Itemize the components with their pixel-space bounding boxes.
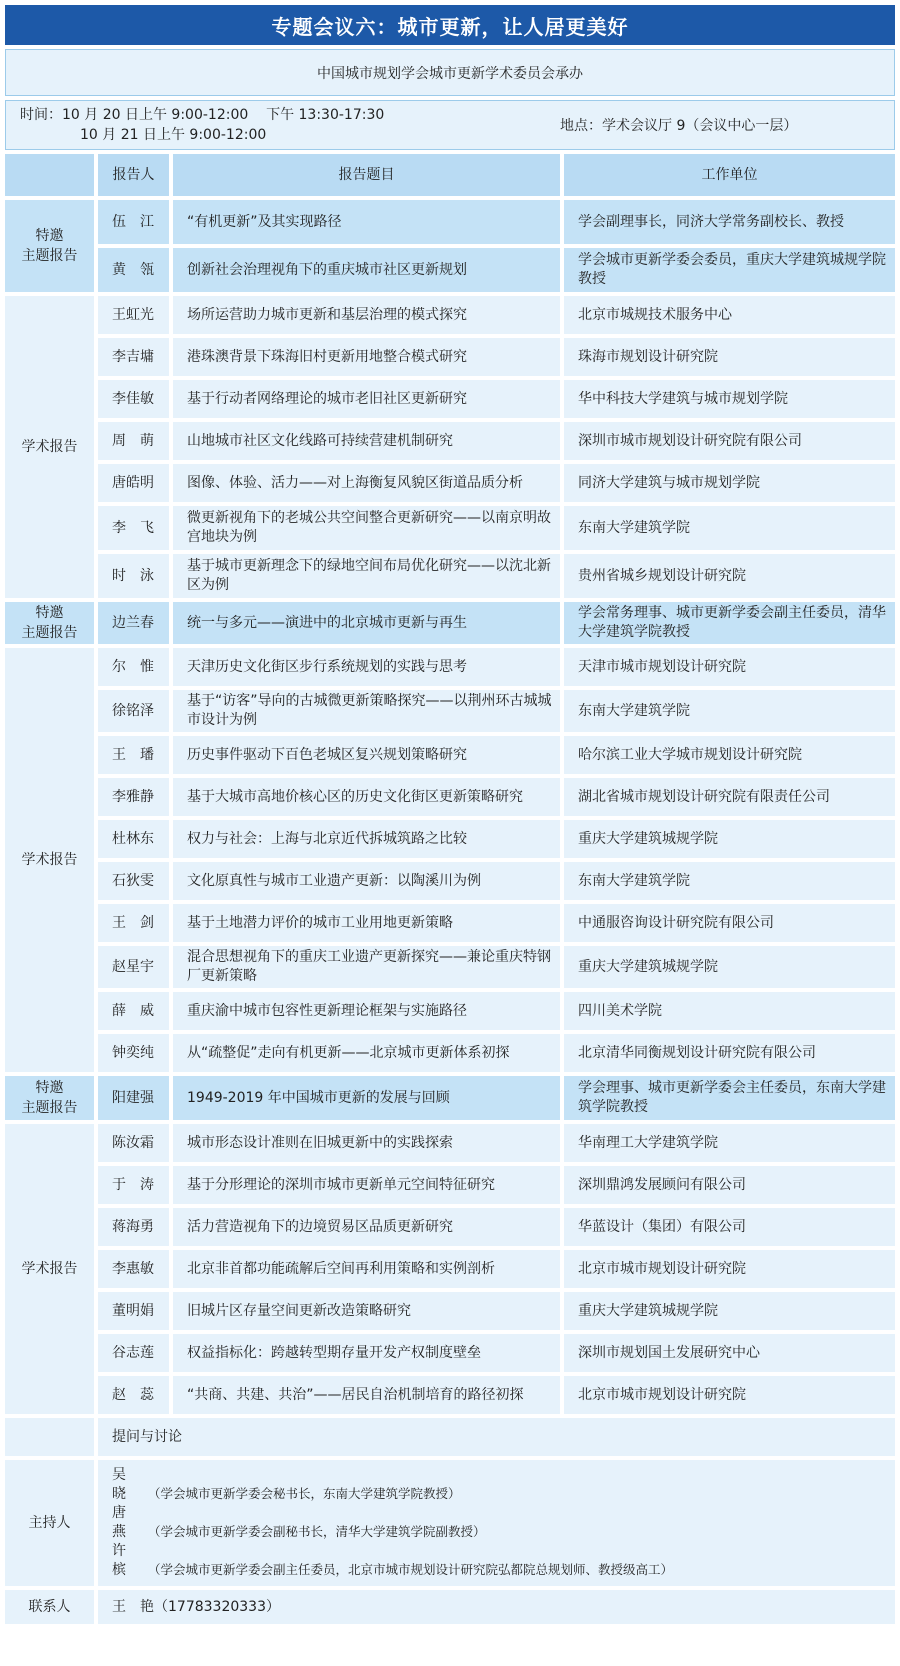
topic-cell: 北京非首都功能疏解后空间再利用策略和实例剖析 xyxy=(171,1248,562,1290)
host-line xyxy=(112,1504,895,1542)
topic-cell: 城市形态设计准则在旧城更新中的实践探索 xyxy=(171,1122,562,1164)
table-row xyxy=(5,688,895,734)
topic-cell: 重庆渝中城市包容性更新理论框架与实施路径 xyxy=(171,990,562,1032)
table-row xyxy=(5,1248,895,1290)
unit-cell: 东南大学建筑学院 xyxy=(562,504,895,552)
category-cell: 学术报告 xyxy=(5,294,96,600)
hosts-row xyxy=(5,1458,895,1588)
topic-cell: 微更新视角下的老城公共空间整合更新研究——以南京明故宫地块为例 xyxy=(171,504,562,552)
unit-cell: 同济大学建筑与城市规划学院 xyxy=(562,462,895,504)
category-cell: 学术报告 xyxy=(5,1122,96,1416)
unit-cell: 北京市城市规划设计研究院 xyxy=(562,1248,895,1290)
topic-cell: 天津历史文化街区步行系统规划的实践与思考 xyxy=(171,646,562,688)
time-place-box xyxy=(5,100,895,150)
table-header-row xyxy=(5,154,895,198)
topic-cell: 港珠澳背景下珠海旧村更新用地整合模式研究 xyxy=(171,336,562,378)
host-name: 许 槟 xyxy=(112,1543,140,1578)
hosts-cell xyxy=(96,1458,895,1588)
speaker-cell: 边兰春 xyxy=(96,600,171,646)
table-row xyxy=(5,990,895,1032)
page-title: 专题会议六：城市更新，让人居更美好 xyxy=(5,5,895,45)
unit-cell: 重庆大学建筑城规学院 xyxy=(562,1290,895,1332)
speaker-cell: 徐铭泽 xyxy=(96,688,171,734)
discussion-row xyxy=(5,1416,895,1458)
speaker-cell: 王 剑 xyxy=(96,902,171,944)
unit-cell: 北京市城市规划设计研究院 xyxy=(562,1374,895,1416)
topic-cell: 历史事件驱动下百色老城区复兴规划策略研究 xyxy=(171,734,562,776)
speaker-cell: 王虹光 xyxy=(96,294,171,336)
unit-cell: 学会理事、城市更新学委会主任委员，东南大学建筑学院教授 xyxy=(562,1074,895,1122)
table-row xyxy=(5,902,895,944)
header-speaker: 报告人 xyxy=(96,154,171,198)
speaker-cell: 唐皓明 xyxy=(96,462,171,504)
host-desc: （学会城市更新学委会秘书长，东南大学建筑学院教授） xyxy=(148,1486,461,1501)
host-name: 唐 燕 xyxy=(112,1505,140,1540)
unit-cell: 深圳市城市规划设计研究院有限公司 xyxy=(562,420,895,462)
topic-cell: 权力与社会：上海与北京近代拆城筑路之比较 xyxy=(171,818,562,860)
category-cell: 特邀 主题报告 xyxy=(5,1074,96,1122)
contact-label: 联系人 xyxy=(5,1588,96,1626)
table-row xyxy=(5,336,895,378)
table-row xyxy=(5,600,895,646)
table-row xyxy=(5,944,895,990)
speaker-cell: 李雅静 xyxy=(96,776,171,818)
topic-cell: 基于土地潜力评价的城市工业用地更新策略 xyxy=(171,902,562,944)
organizer-line: 中国城市规划学会城市更新学术委员会承办 xyxy=(5,49,895,96)
table-row xyxy=(5,378,895,420)
discussion-cell: 提问与讨论 xyxy=(96,1416,895,1458)
topic-cell: 旧城片区存量空间更新改造策略研究 xyxy=(171,1290,562,1332)
table-row xyxy=(5,504,895,552)
topic-cell: 从“疏整促”走向有机更新——北京城市更新体系初探 xyxy=(171,1032,562,1074)
speaker-cell: 李惠敏 xyxy=(96,1248,171,1290)
speaker-cell: 李佳敏 xyxy=(96,378,171,420)
category-cell: 特邀 主题报告 xyxy=(5,600,96,646)
table-row xyxy=(5,1290,895,1332)
table-row xyxy=(5,818,895,860)
table-row xyxy=(5,1032,895,1074)
unit-cell: 东南大学建筑学院 xyxy=(562,688,895,734)
speaker-cell: 杜林东 xyxy=(96,818,171,860)
topic-cell: 基于分形理论的深圳市城市更新单元空间特征研究 xyxy=(171,1164,562,1206)
unit-cell: 华中科技大学建筑与城市规划学院 xyxy=(562,378,895,420)
category-cell: 特邀 主题报告 xyxy=(5,198,96,294)
unit-cell: 北京市城规技术服务中心 xyxy=(562,294,895,336)
speaker-cell: 董明娟 xyxy=(96,1290,171,1332)
hosts-label: 主持人 xyxy=(5,1458,96,1588)
topic-cell: 山地城市社区文化线路可持续营建机制研究 xyxy=(171,420,562,462)
unit-cell: 珠海市规划设计研究院 xyxy=(562,336,895,378)
topic-cell: 文化原真性与城市工业遗产更新：以陶溪川为例 xyxy=(171,860,562,902)
speaker-cell: 周 萌 xyxy=(96,420,171,462)
speaker-cell: 陈汝霜 xyxy=(96,1122,171,1164)
topic-cell: 图像、体验、活力——对上海衡复风貌区街道品质分析 xyxy=(171,462,562,504)
unit-cell: 北京清华同衡规划设计研究院有限公司 xyxy=(562,1032,895,1074)
unit-cell: 哈尔滨工业大学城市规划设计研究院 xyxy=(562,734,895,776)
topic-cell: “有机更新”及其实现路径 xyxy=(171,198,562,246)
unit-cell: 华蓝设计（集团）有限公司 xyxy=(562,1206,895,1248)
unit-cell: 四川美术学院 xyxy=(562,990,895,1032)
table-row xyxy=(5,294,895,336)
table-row xyxy=(5,1332,895,1374)
time-line-2: 10 月 21 日上午 9:00-12:00 xyxy=(80,127,267,143)
speaker-cell: 钟奕纯 xyxy=(96,1032,171,1074)
table-row xyxy=(5,198,895,246)
session-times xyxy=(6,101,540,149)
speaker-cell: 伍 江 xyxy=(96,198,171,246)
table-row xyxy=(5,1164,895,1206)
topic-cell: “共商、共建、共治”——居民自治机制培育的路径初探 xyxy=(171,1374,562,1416)
table-row xyxy=(5,462,895,504)
topic-cell: 权益指标化：跨越转型期存量开发产权制度壁垒 xyxy=(171,1332,562,1374)
table-row xyxy=(5,1122,895,1164)
unit-cell: 深圳市规划国土发展研究中心 xyxy=(562,1332,895,1374)
topic-cell: 场所运营助力城市更新和基层治理的模式探究 xyxy=(171,294,562,336)
schedule-page xyxy=(5,0,895,1628)
host-desc: （学会城市更新学委会副秘书长，清华大学建筑学院副教授） xyxy=(148,1524,486,1539)
contact-row xyxy=(5,1588,895,1626)
schedule-table xyxy=(5,154,895,1628)
topic-cell: 统一与多元——演进中的北京城市更新与再生 xyxy=(171,600,562,646)
topic-cell: 1949-2019 年中国城市更新的发展与回顾 xyxy=(171,1074,562,1122)
topic-cell: 基于大城市高地价核心区的历史文化街区更新策略研究 xyxy=(171,776,562,818)
speaker-cell: 黄 瓴 xyxy=(96,246,171,294)
speaker-cell: 李 飞 xyxy=(96,504,171,552)
header-unit: 工作单位 xyxy=(562,154,895,198)
contact-cell: 王 艳（17783320333） xyxy=(96,1588,895,1626)
unit-cell: 重庆大学建筑城规学院 xyxy=(562,818,895,860)
table-row xyxy=(5,1074,895,1122)
topic-cell: 活力营造视角下的边境贸易区品质更新研究 xyxy=(171,1206,562,1248)
topic-cell: 基于行动者网络理论的城市老旧社区更新研究 xyxy=(171,378,562,420)
category-cell: 学术报告 xyxy=(5,646,96,1074)
table-row xyxy=(5,552,895,600)
header-empty-cell xyxy=(5,154,96,198)
host-name: 吴 晓 xyxy=(112,1467,140,1502)
unit-cell: 中通服咨询设计研究院有限公司 xyxy=(562,902,895,944)
unit-cell: 天津市城市规划设计研究院 xyxy=(562,646,895,688)
unit-cell: 学会城市更新学委会委员，重庆大学建筑城规学院教授 xyxy=(562,246,895,294)
unit-cell: 湖北省城市规划设计研究院有限责任公司 xyxy=(562,776,895,818)
time-line-1: 时间：10 月 20 日上午 9:00-12:00 下午 13:30-17:30 xyxy=(20,107,385,123)
speaker-cell: 谷志莲 xyxy=(96,1332,171,1374)
table-row xyxy=(5,246,895,294)
speaker-cell: 薛 威 xyxy=(96,990,171,1032)
topic-cell: 混合思想视角下的重庆工业遗产更新探究——兼论重庆特钢厂更新策略 xyxy=(171,944,562,990)
unit-cell: 学会副理事长，同济大学常务副校长、教授 xyxy=(562,198,895,246)
unit-cell: 学会常务理事、城市更新学委会副主任委员，清华大学建筑学院教授 xyxy=(562,600,895,646)
unit-cell: 华南理工大学建筑学院 xyxy=(562,1122,895,1164)
speaker-cell: 时 泳 xyxy=(96,552,171,600)
discussion-empty-cell xyxy=(5,1416,96,1458)
table-row xyxy=(5,776,895,818)
unit-cell: 贵州省城乡规划设计研究院 xyxy=(562,552,895,600)
host-line xyxy=(112,1542,895,1580)
topic-cell: 基于“访客”导向的古城微更新策略探究——以荆州环古城城市设计为例 xyxy=(171,688,562,734)
unit-cell: 重庆大学建筑城规学院 xyxy=(562,944,895,990)
speaker-cell: 李吉墉 xyxy=(96,336,171,378)
topic-cell: 基于城市更新理念下的绿地空间布局优化研究——以沈北新区为例 xyxy=(171,552,562,600)
table-row xyxy=(5,646,895,688)
table-row xyxy=(5,1374,895,1416)
speaker-cell: 石狄雯 xyxy=(96,860,171,902)
table-row xyxy=(5,1206,895,1248)
table-row xyxy=(5,860,895,902)
table-row xyxy=(5,420,895,462)
speaker-cell: 尔 惟 xyxy=(96,646,171,688)
speaker-cell: 蒋海勇 xyxy=(96,1206,171,1248)
table-row xyxy=(5,734,895,776)
speaker-cell: 赵星宇 xyxy=(96,944,171,990)
unit-cell: 东南大学建筑学院 xyxy=(562,860,895,902)
speaker-cell: 赵 蕊 xyxy=(96,1374,171,1416)
unit-cell: 深圳鼎鸿发展顾问有限公司 xyxy=(562,1164,895,1206)
host-line xyxy=(112,1466,895,1504)
host-desc: （学会城市更新学委会副主任委员，北京市城市规划设计研究院弘都院总规划师、教授级高工） xyxy=(148,1562,674,1577)
speaker-cell: 阳建强 xyxy=(96,1074,171,1122)
topic-cell: 创新社会治理视角下的重庆城市社区更新规划 xyxy=(171,246,562,294)
venue: 地点：学术会议厅 9（会议中心一层） xyxy=(560,118,798,134)
speaker-cell: 于 涛 xyxy=(96,1164,171,1206)
header-topic: 报告题目 xyxy=(171,154,562,198)
speaker-cell: 王 璠 xyxy=(96,734,171,776)
